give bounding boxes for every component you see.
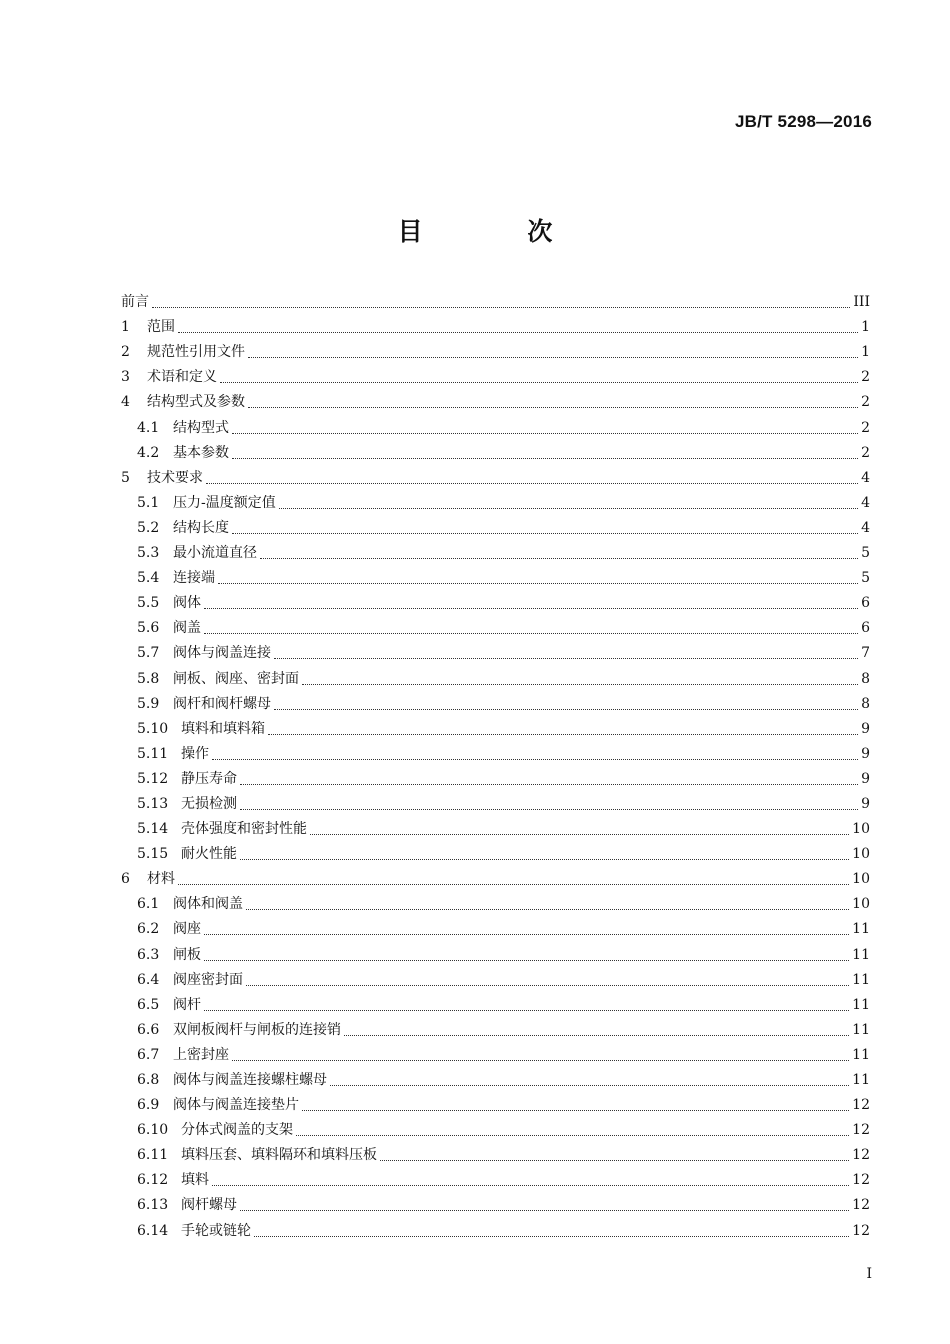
dot-leader: [248, 407, 858, 408]
toc-entry[interactable]: [121, 1143, 870, 1168]
toc-entry[interactable]: [121, 1068, 870, 1093]
toc-entry-number: 6.12: [137, 1172, 169, 1189]
toc-entry-label: 阀体和阀盖: [173, 896, 243, 913]
toc-entry-number: 6.13: [137, 1197, 169, 1214]
toc-entry-page: 1: [861, 344, 870, 361]
toc-entry[interactable]: [121, 666, 870, 691]
toc-entry[interactable]: [121, 491, 870, 516]
toc-entry-page: 6: [861, 595, 870, 612]
toc-entry-label: 材料: [147, 871, 175, 888]
toc-entry-page: 12: [852, 1197, 870, 1214]
toc-entry-label: 手轮或链轮: [181, 1222, 251, 1239]
toc-entry[interactable]: [121, 365, 870, 390]
dot-leader: [204, 934, 849, 935]
toc-entry-number: 6.1: [137, 896, 160, 913]
toc-entry[interactable]: [121, 692, 870, 717]
toc-entry-number: 5.12: [137, 770, 169, 787]
toc-entry-label: 结构长度: [173, 519, 229, 536]
toc-entry-page: 11: [852, 921, 870, 938]
toc-entry-page: 7: [861, 645, 870, 662]
toc-entry-page: III: [853, 294, 870, 311]
toc-entry-page: 9: [861, 745, 870, 762]
toc-entry[interactable]: [121, 717, 870, 742]
toc-entry-label: 分体式阀盖的支架: [181, 1122, 293, 1139]
toc-entry[interactable]: [121, 641, 870, 666]
toc-entry-label: 连接端: [173, 570, 215, 587]
toc-entry-number: 5: [121, 469, 130, 486]
toc-entry-label: 范围: [147, 319, 175, 336]
dot-leader: [218, 583, 858, 584]
toc-entry-number: 6.3: [137, 946, 160, 963]
dot-leader: [380, 1160, 849, 1161]
dot-leader: [204, 633, 858, 634]
toc-entry-number: 5.9: [137, 695, 160, 712]
toc-entry-page: 9: [861, 720, 870, 737]
toc-entry-page: 8: [861, 695, 870, 712]
toc-entry[interactable]: [121, 892, 870, 917]
toc-entry[interactable]: [121, 1168, 870, 1193]
dot-leader: [240, 859, 849, 860]
toc-entry-page: 12: [852, 1097, 870, 1114]
page-number: I: [866, 1266, 872, 1282]
toc-entry-number: 6.5: [137, 996, 160, 1013]
toc-entry-label: 上密封座: [173, 1046, 229, 1063]
toc-entry-number: 6.7: [137, 1046, 160, 1063]
toc-entry[interactable]: [121, 591, 870, 616]
toc-entry-number: 5.15: [137, 846, 169, 863]
toc-entry-label: 阀盖: [173, 620, 201, 637]
toc-entry-label: 填料和填料箱: [181, 720, 265, 737]
toc-entry-number: 6.14: [137, 1222, 169, 1239]
toc-entry-page: 10: [852, 846, 870, 863]
toc-entry-label: 基本参数: [173, 444, 229, 461]
toc-entry-number: 6: [121, 871, 130, 888]
toc-entry-page: 6: [861, 620, 870, 637]
toc-entry[interactable]: [121, 968, 870, 993]
dot-leader: [246, 985, 849, 986]
toc-entry[interactable]: [121, 441, 870, 466]
toc-entry-label: 结构型式及参数: [147, 394, 245, 411]
toc-entry-number: 4.1: [137, 419, 160, 436]
toc-entry[interactable]: [121, 1218, 870, 1243]
dot-leader: [279, 508, 858, 509]
toc-entry-label: 阀杆: [173, 996, 201, 1013]
toc-entry[interactable]: [121, 1193, 870, 1218]
toc-entry-number: 6.11: [137, 1147, 169, 1164]
toc-entry-label: 阀座: [173, 921, 201, 938]
toc-entry-number: 5.1: [137, 494, 160, 511]
toc-entry[interactable]: [121, 390, 870, 415]
toc-entry-number: 6.8: [137, 1072, 160, 1088]
toc-entry-label: 技术要求: [147, 469, 203, 486]
dot-leader: [178, 884, 849, 885]
toc-entry-page: 2: [861, 419, 870, 436]
toc-entry[interactable]: [121, 1043, 870, 1068]
toc-entry-page: 2: [861, 394, 870, 411]
dot-leader: [260, 558, 858, 559]
dot-leader: [178, 332, 858, 333]
table-of-contents: [121, 290, 870, 1244]
dot-leader: [296, 1135, 849, 1136]
toc-entry-page: 11: [852, 1046, 870, 1063]
toc-entry[interactable]: [121, 742, 870, 767]
toc-entry-number: 5.14: [137, 821, 169, 838]
toc-entry-label: 最小流道直径: [173, 545, 257, 562]
toc-entry-label: 操作: [181, 745, 209, 762]
toc-entry-label: 结构型式: [173, 419, 229, 436]
toc-entry-label: 规范性引用文件: [147, 344, 245, 361]
toc-entry-label: 无损检测: [181, 795, 237, 812]
dot-leader: [330, 1085, 849, 1086]
toc-entry-label: 阀体与阀盖连接垫片: [173, 1097, 299, 1114]
toc-entry[interactable]: [121, 290, 870, 315]
toc-entry-number: 5.7: [137, 645, 160, 662]
toc-entry[interactable]: [121, 1093, 870, 1118]
toc-entry-number: 2: [121, 344, 130, 361]
toc-entry-number: 5.13: [137, 795, 169, 812]
toc-entry-page: 11: [852, 1072, 870, 1088]
toc-entry-page: 10: [852, 821, 870, 838]
toc-entry-number: 4: [121, 394, 130, 411]
toc-entry-page: 12: [852, 1122, 870, 1139]
toc-entry-page: 10: [852, 871, 870, 888]
toc-entry-page: 11: [852, 996, 870, 1013]
toc-entry-label: 阀杆螺母: [181, 1197, 237, 1214]
toc-entry-label: 填料压套、填料隔环和填料压板: [181, 1147, 377, 1164]
toc-entry-number: 5.11: [137, 745, 169, 762]
dot-leader: [302, 684, 858, 685]
toc-entry-number: 6.2: [137, 921, 160, 938]
toc-entry-label: 耐火性能: [181, 846, 237, 863]
toc-entry-label: 阀体: [173, 595, 201, 612]
dot-leader: [232, 433, 858, 434]
toc-entry-label: 阀体与阀盖连接螺柱螺母: [173, 1072, 327, 1088]
toc-entry-page: 5: [861, 570, 870, 587]
toc-entry-page: 4: [861, 469, 870, 486]
dot-leader: [274, 658, 858, 659]
toc-entry-number: 6.6: [137, 1021, 160, 1038]
toc-entry[interactable]: [121, 942, 870, 967]
toc-entry-number: 5.6: [137, 620, 160, 637]
toc-entry-page: 12: [852, 1147, 870, 1164]
dot-leader: [240, 1210, 849, 1211]
toc-entry[interactable]: [121, 917, 870, 942]
toc-entry-page: 4: [861, 494, 870, 511]
toc-entry-label: 术语和定义: [147, 369, 217, 386]
dot-leader: [232, 1060, 849, 1061]
dot-leader: [240, 784, 858, 785]
toc-entry-page: 12: [852, 1172, 870, 1189]
toc-entry-page: 2: [861, 369, 870, 386]
toc-entry-number: 5.4: [137, 570, 160, 587]
dot-leader: [274, 709, 858, 710]
toc-entry[interactable]: [121, 315, 870, 340]
dot-leader: [204, 1010, 849, 1011]
toc-entry-page: 4: [861, 519, 870, 536]
toc-entry-label: 填料: [181, 1172, 209, 1189]
toc-entry-label: 阀体与阀盖连接: [173, 645, 271, 662]
toc-entry-number: 3: [121, 369, 130, 386]
toc-entry-label: 前言: [121, 294, 149, 311]
toc-entry-number: 4.2: [137, 444, 160, 461]
dot-leader: [152, 307, 850, 308]
toc-entry[interactable]: [121, 566, 870, 591]
document-code: JB/T 5298—2016: [735, 112, 872, 131]
toc-entry[interactable]: [121, 792, 870, 817]
dot-leader: [254, 1236, 849, 1237]
toc-entry-label: 闸板: [173, 946, 201, 963]
toc-entry-label: 阀杆和阀杆螺母: [173, 695, 271, 712]
toc-entry-page: 11: [852, 946, 870, 963]
toc-entry[interactable]: [121, 867, 870, 892]
toc-entry[interactable]: [121, 1018, 870, 1043]
dot-leader: [212, 759, 858, 760]
toc-entry-page: 1: [861, 319, 870, 336]
toc-entry[interactable]: [121, 817, 870, 842]
toc-entry-number: 5.3: [137, 545, 160, 562]
dot-leader: [344, 1035, 849, 1036]
toc-entry-number: 5.8: [137, 670, 160, 687]
toc-entry-page: 2: [861, 444, 870, 461]
toc-entry-label: 静压寿命: [181, 770, 237, 787]
toc-entry-label: 压力-温度额定值: [173, 494, 276, 511]
toc-entry[interactable]: [121, 541, 870, 566]
toc-entry[interactable]: [121, 466, 870, 491]
toc-entry[interactable]: [121, 516, 870, 541]
toc-entry-number: 6.10: [137, 1122, 169, 1139]
toc-entry[interactable]: [121, 993, 870, 1018]
dot-leader: [206, 483, 858, 484]
dot-leader: [248, 357, 858, 358]
dot-leader: [212, 1185, 849, 1186]
toc-entry-label: 闸板、阀座、密封面: [173, 670, 299, 687]
dot-leader: [302, 1110, 849, 1111]
dot-leader: [232, 458, 858, 459]
toc-entry-number: 5.5: [137, 595, 160, 612]
dot-leader: [232, 533, 858, 534]
toc-entry-page: 11: [852, 1021, 870, 1038]
toc-entry-number: 6.9: [137, 1097, 160, 1114]
dot-leader: [204, 608, 858, 609]
dot-leader: [246, 909, 849, 910]
toc-entry[interactable]: [121, 415, 870, 440]
toc-entry-label: 壳体强度和密封性能: [181, 821, 307, 838]
toc-entry[interactable]: [121, 340, 870, 365]
toc-entry-number: 6.4: [137, 971, 160, 988]
toc-entry-page: 10: [852, 896, 870, 913]
toc-entry-number: 1: [121, 319, 130, 336]
toc-entry[interactable]: [121, 1118, 870, 1143]
dot-leader: [268, 734, 858, 735]
dot-leader: [240, 809, 858, 810]
toc-entry-page: 11: [852, 971, 870, 988]
toc-entry-page: 8: [861, 670, 870, 687]
toc-entry-page: 9: [861, 795, 870, 812]
toc-entry-number: 5.2: [137, 519, 160, 536]
toc-entry-page: 12: [852, 1222, 870, 1239]
toc-entry-number: 5.10: [137, 720, 169, 737]
dot-leader: [310, 834, 849, 835]
toc-entry-label: 双闸板阀杆与闸板的连接销: [173, 1021, 341, 1038]
toc-entry[interactable]: [121, 767, 870, 792]
page-title: 目 次: [397, 217, 601, 246]
dot-leader: [204, 960, 849, 961]
toc-entry-page: 5: [861, 545, 870, 562]
toc-entry[interactable]: [121, 616, 870, 641]
toc-entry-page: 9: [861, 770, 870, 787]
dot-leader: [220, 382, 858, 383]
toc-entry-label: 阀座密封面: [173, 971, 243, 988]
toc-entry[interactable]: [121, 842, 870, 867]
